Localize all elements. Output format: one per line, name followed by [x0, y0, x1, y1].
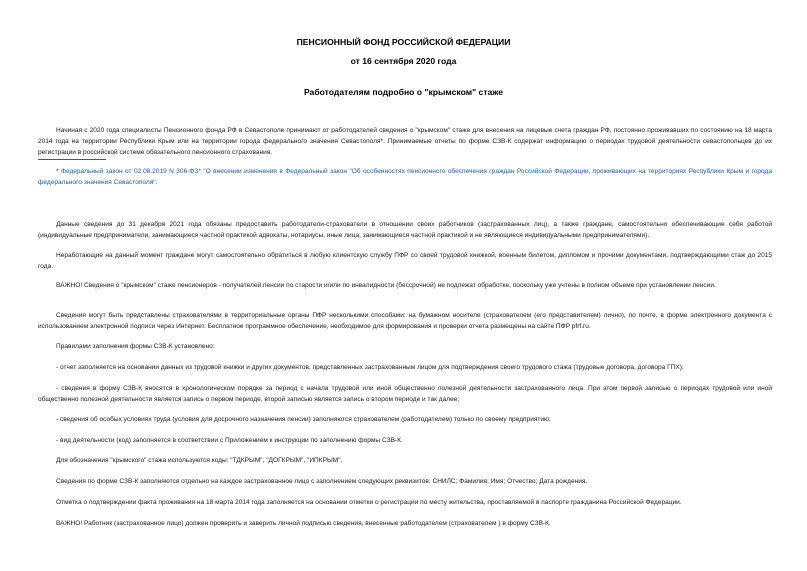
footnote-law-link[interactable]: Федеральный закон от 02.08.2019 N 306-ФЗ* "О внесении изменения в Федеральный закон "Об особенностях пенсионного обеспечения граждан Российской Федерации, проживающих на территориях Республики Крым и города федерального значения Севастополя": [38, 168, 772, 186]
footnote-tail: .: [155, 179, 158, 186]
paragraph-requisites: Сведения по форме СЗВ-К заполняются отдельно на каждое застрахованное лицо с заполнением следующих реквизитов: СНИЛС; Фамилия; Имя; Отчество; Дата рождения.: [56, 478, 588, 485]
paragraph-unemployed: Неработающие на данный момент граждане могут самостоятельно обратиться в любую клиентскую службу ПФР со своей трудовой книжкой, военным билетом, дипломом и прочими документами, подтверждающими стаж до 2015 года.: [38, 252, 772, 270]
footnote: [38, 166, 772, 188]
footnote-marker: *: [56, 168, 61, 175]
paragraph-residence-mark: Отметка о подтверждении факта проживания на 18 марта 2014 года заполняется на основании отметки о регистрации по месту жительства, проставляемой в паспорте гражданина Российской Федерации.: [56, 499, 682, 506]
rule-item-activity-code: - вид деятельности (код) заполняется в соответствии с Приложением к инструкции по заполнению формы СЗВ-К.: [56, 437, 403, 444]
rule-item-chronology: - сведения в форму СЗВ-К вносятся в хронологическом порядке за период с начала трудовой или иной общественно полезной деятельности застрахованного лица. При этом первой записью о периодах трудовой или иной общественно полезной деятельности является запись о первом периоде, второй записью является запись о втором периоде и так далее;: [38, 385, 772, 403]
paragraph-intro: Начиная с 2020 года специалисты Пенсионного фонда РФ в Севастополе принимают от работодателей сведения о "крымском" стаже для внесения на лицевые счета граждан РФ, постоянно проживавших по состоянию на 18 марта 2014 года на территории Республики Крым или на территории города федерального значения Севастополя*. Принимаемые отчеты по форме СЗВ-К содержат информацию о периодах трудовой деятельности севастопольцев до их регистрации в российской системе обязательного пенсионного страхования.: [38, 127, 772, 156]
rule-item-special-conditions: - сведения об особых условиях труда (условия для досрочного назначения пенсии) заполняются страхователем (работодателем) только по своему предприятию;: [56, 416, 551, 423]
document-title: Работодателям подробно о "крымском" стаже: [303, 87, 504, 97]
paragraph-submission-methods: Сведения могут быть представлены страхователями в территориальные органы ПФР несколькими способами: на бумажном носителе (страхователем (его представителем) лично), по почте, в форме электронного документа с использованием электронной подписи через Интернет. Бесплатное программное обеспечение, необходимое для формирования и проверки отчета размещены на сайте ПФР pfrf.ru.: [38, 312, 772, 330]
footnote-divider: [38, 159, 106, 160]
org-header: ПЕНСИОННЫЙ ФОНД РОССИЙСКОЙ ФЕДЕРАЦИИ: [296, 37, 511, 47]
paragraph-deadline: Данные сведения до 31 декабря 2021 года обязаны предоставить работодатели-страхователи в отношении своих работников (застрахованных лиц), а также граждане, самостоятельно обеспечивающие себя работой (индивидуальные предприниматели, занимающиеся частной практикой адвокаты, нотариусы, иные лица, занимающиеся частной практикой и не являющиеся индивидуальными предпринимателями).: [38, 221, 772, 239]
paragraph-codes: Для обозначения "крымского" стажа используются коды: "ТДКРЫМ", "ДОГКРЫМ", "ИПКРЫМ".: [56, 457, 343, 464]
rule-item-basis: - отчет заполняется на основании данных из трудовой книжки и других документов, представленных застрахованным лицом для подтверждения своего трудового стажа (трудовые договора, договора ГПХ);: [56, 364, 684, 371]
document-date: от 16 сентября 2020 года: [350, 56, 457, 66]
paragraph-rules-intro: Правилами заполнения формы СЗВ-К установлено:: [56, 343, 215, 350]
paragraph-important-signature: ВАЖНО! Работник (застрахованное лицо) должен проверить и заверить личной подписью сведения, внесенные работодателем (страхователем ) в форму СЗВ-К.: [56, 520, 551, 527]
paragraph-important-pensioners: ВАЖНО! Сведения о "крымском" стаже пенсионеров - получателей пенсии по старости и/или по инвалидности (бессрочной) не подлежат обработке, поскольку уже учтены в полном объеме при установлении пенсии.: [56, 282, 716, 289]
